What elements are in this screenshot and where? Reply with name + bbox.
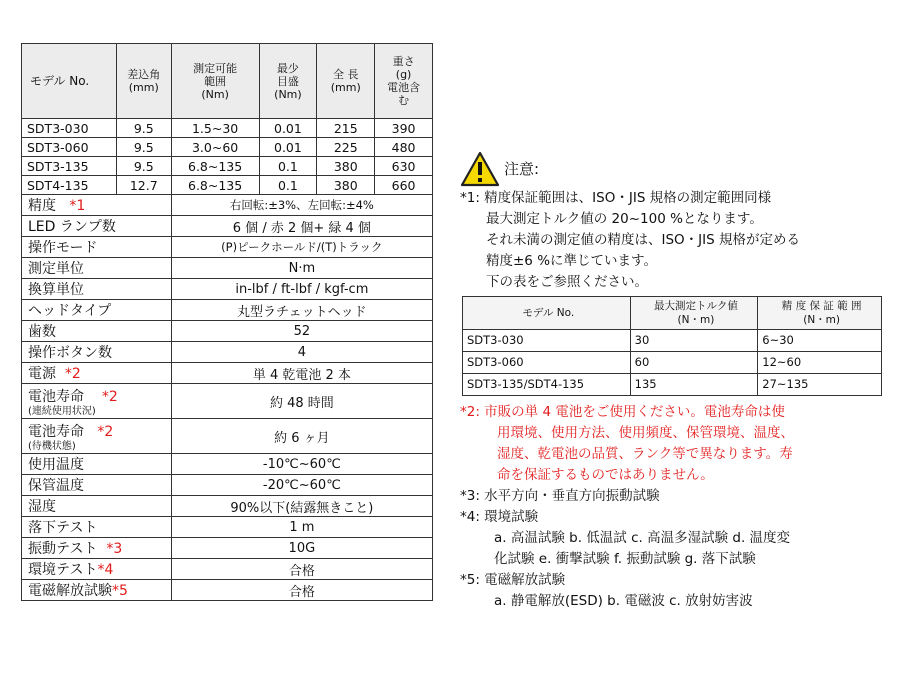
spec-label: 操作モード [22,237,172,258]
spec-value: in-lbf / ft-lbf / kgf-cm [171,279,432,300]
spec-row-conversion [22,279,433,300]
spec-value: 4 [171,342,432,363]
spec-row-drop-test [22,517,433,538]
spec-label: 精度 *1 [22,195,172,216]
accuracy-range: 12~60 [758,352,882,374]
drive-cell: 9.5 [116,138,171,157]
spec-label: 使用温度 [22,454,172,475]
spec-value: -10℃~60℃ [171,454,432,475]
length-cell: 215 [317,119,375,138]
model-row [22,176,433,195]
drive-cell: 9.5 [116,119,171,138]
range-cell: 1.5~30 [171,119,259,138]
accuracy-model: SDT3-135/SDT4-135 [463,374,631,396]
accuracy-header-range: 精 度 保 証 範 囲 (N・m) [758,297,882,330]
accuracy-header-row [463,297,882,330]
spec-label: 電池寿命 *2 (待機状態) [22,419,172,454]
range-cell: 6.8~135 [171,157,259,176]
model-cell: SDT3-060 [22,138,117,157]
note-line: *5: 電磁解放試験 [460,572,566,588]
spec-row-teeth [22,321,433,342]
spec-sublabel: (待機状態) [28,440,76,452]
spec-label: 電池寿命 *2 (連続使用状況) [22,384,172,419]
model-cell: SDT3-135 [22,157,117,176]
note-line: 湿度、乾電池の品質、ランク等で異なります。寿 [497,446,793,462]
note-line: 最大測定トルク値の 20~100 %となります。 [486,211,763,227]
spec-label: 電源 *2 [22,363,172,384]
note-line: それ未満の測定値の精度は、ISO・JIS 規格が定める [486,232,800,248]
spec-row-mode [22,237,433,258]
model-cell: SDT4-135 [22,176,117,195]
spec-value: 6 個 / 赤 2 個+ 緑 4 個 [171,216,432,237]
header-model: モデル No. [22,44,117,119]
header-range: 測定可能 範囲 (Nm) [171,44,259,119]
spec-value: 10G [171,538,432,559]
note-line: a. 静電解放(ESD) b. 電磁波 c. 放射妨害波 [494,593,753,609]
spec-sublabel: (連続使用状況) [28,405,96,417]
accuracy-row [463,374,882,396]
accuracy-max: 30 [630,330,758,352]
spec-value: 52 [171,321,432,342]
footnote-mark: *5 [112,583,128,599]
weight-cell: 480 [375,138,433,157]
spec-value: 約 48 時間 [171,384,432,419]
min-cell: 0.1 [259,176,317,195]
spec-row-accuracy [22,195,433,216]
notes-title: 注意: [504,159,540,178]
min-cell: 0.1 [259,157,317,176]
footnote-mark: *1 [69,198,86,214]
footnote-mark: *2 [97,423,114,440]
footnote-mark: *2 [64,366,81,382]
spec-value: 合格 [171,580,432,601]
spec-table [21,43,433,601]
weight-cell: 660 [375,176,433,195]
note-3: *3: 水平方向・垂直方向振動試験 [460,488,660,504]
spec-value: 1 m [171,517,432,538]
spec-row-humidity [22,496,433,517]
accuracy-model: SDT3-030 [463,330,631,352]
accuracy-row [463,352,882,374]
notes-section [460,150,890,612]
min-cell: 0.01 [259,119,317,138]
spec-label: 保管温度 [22,475,172,496]
note-line: a. 高温試験 b. 低温試 c. 高温多湿試験 d. 温度変 [494,530,791,546]
spec-row-head [22,300,433,321]
spec-value: (P)ピークホールド/(T)トラック [171,237,432,258]
drive-cell: 12.7 [116,176,171,195]
note-line: 命を保証するものではありません。 [497,467,714,483]
model-cell: SDT3-030 [22,119,117,138]
header-length: 全 長 (mm) [317,44,375,119]
spec-row-battery-continuous [22,384,433,419]
footnote-mark: *2 [101,388,118,405]
spec-row-storage-temp [22,475,433,496]
note-line: *2: 市販の単 4 電池をご使用ください。電池寿命は使 [460,404,785,420]
accuracy-range: 6~30 [758,330,882,352]
note-line: *4: 環境試験 [460,509,539,525]
range-cell: 6.8~135 [171,176,259,195]
note-1 [460,188,890,293]
accuracy-max: 60 [630,352,758,374]
spec-label: 操作ボタン数 [22,342,172,363]
model-row [22,157,433,176]
note-5 [460,570,890,612]
accuracy-row [463,330,882,352]
spec-row-vibration-test [22,538,433,559]
header-min-scale: 最少 目盛 (Nm) [259,44,317,119]
spec-row-led [22,216,433,237]
spec-row-buttons [22,342,433,363]
warning-icon [460,151,500,187]
note-line: 下の表をご参照ください。 [486,274,648,290]
spec-label: 測定単位 [22,258,172,279]
note-line: 用環境、使用方法、使用頻度、保管環境、温度、 [497,425,794,441]
spec-row-battery-standby [22,419,433,454]
accuracy-table [462,296,882,396]
spec-value: -20℃~60℃ [171,475,432,496]
spec-header-row [22,44,433,119]
spec-value: 約 6 ヶ月 [171,419,432,454]
spec-row-operating-temp [22,454,433,475]
spec-label: 湿度 [22,496,172,517]
note-2 [460,402,890,486]
model-row [22,119,433,138]
footnote-mark: *3 [106,541,123,557]
spec-label: ヘッドタイプ [22,300,172,321]
header-weight: 重さ (g) 電池含 む [375,44,433,119]
note-4 [460,507,890,570]
spec-label: 落下テスト [22,517,172,538]
range-cell: 3.0~60 [171,138,259,157]
length-cell: 225 [317,138,375,157]
spec-value: 90%以下(結露無きこと) [171,496,432,517]
accuracy-range: 27~135 [758,374,882,396]
spec-row-power [22,363,433,384]
spec-value: 単 4 乾電池 2 本 [171,363,432,384]
model-row [22,138,433,157]
spec-row-emc-test [22,580,433,601]
header-drive: 差込角 (mm) [116,44,171,119]
spec-label: LED ランプ数 [22,216,172,237]
spec-value: 合格 [171,559,432,580]
spec-label: 環境テスト*4 [22,559,172,580]
notes-header [460,150,890,188]
length-cell: 380 [317,157,375,176]
spec-value: 丸型ラチェットヘッド [171,300,432,321]
length-cell: 380 [317,176,375,195]
accuracy-max: 135 [630,374,758,396]
note-line: *1: 精度保証範囲は、ISO・JIS 規格の測定範囲同様 [460,190,772,206]
accuracy-model: SDT3-060 [463,352,631,374]
spec-row-environment-test [22,559,433,580]
weight-cell: 630 [375,157,433,176]
weight-cell: 390 [375,119,433,138]
spec-label: 電磁解放試験*5 [22,580,172,601]
spec-label: 歯数 [22,321,172,342]
accuracy-header-max: 最大測定トルク値 (N・m) [630,297,758,330]
drive-cell: 9.5 [116,157,171,176]
spec-label: 振動テスト *3 [22,538,172,559]
spec-row-unit [22,258,433,279]
footnote-mark: *4 [97,562,114,578]
accuracy-header-model: モデル No. [463,297,631,330]
spec-value: N·m [171,258,432,279]
spec-value: 右回転:±3%、左回転:±4% [171,195,432,216]
note-line: 精度±6 %に準じています。 [486,253,657,269]
min-cell: 0.01 [259,138,317,157]
note-line: 化試験 e. 衝撃試験 f. 振動試験 g. 落下試験 [494,551,756,567]
spec-label: 換算単位 [22,279,172,300]
